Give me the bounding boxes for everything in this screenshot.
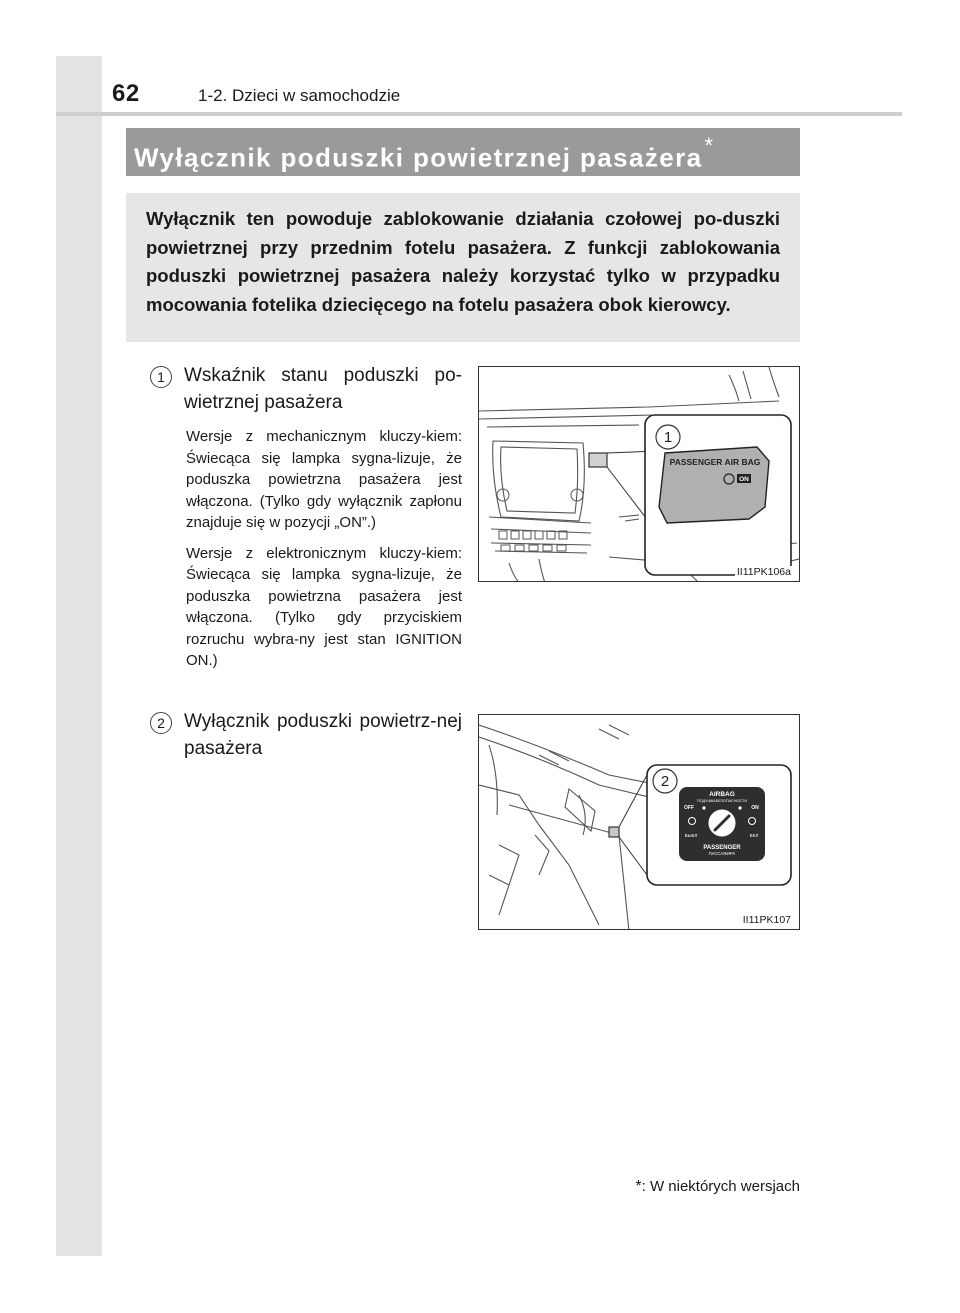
- item-number-2: 2: [150, 712, 172, 734]
- switch-off-label-ru: ВЫКЛ: [684, 833, 698, 838]
- switch-on-label-ru: ВКЛ: [749, 833, 759, 838]
- list-item-switch: [150, 708, 462, 762]
- footnote-text: : W niektórych wersjach: [641, 1178, 800, 1195]
- intro-box: [126, 193, 800, 342]
- list-item-indicator: [150, 362, 462, 672]
- on-badge-label: ON: [739, 476, 749, 483]
- page-number: 62: [112, 80, 140, 107]
- section-title-bar: [126, 128, 800, 176]
- glovebox-illustration: [479, 715, 800, 930]
- section-title-text: Wyłącznik poduszki powietrznej pasażera: [134, 142, 703, 173]
- section-title: [134, 133, 715, 174]
- asterisk-icon: *: [635, 1178, 642, 1195]
- dashboard-illustration: [479, 367, 800, 582]
- chapter-title: 1-2. Dzieci w samochodzie: [198, 86, 401, 105]
- switch-top-label: AIRBAG: [709, 791, 735, 798]
- header-rule: [56, 112, 902, 116]
- figure-code: II11PK107: [742, 914, 791, 926]
- switch-bottom-label-ru: ПАССАЖИРА: [708, 851, 736, 856]
- figure-code: II11PK106a: [736, 566, 791, 578]
- figure-2-callout: 2: [660, 773, 670, 790]
- page-side-tab: [56, 56, 102, 1256]
- switch-off-label: OFF: [684, 805, 694, 811]
- switch-top-label-ru: ПОДУШКАБЕЗОПАСНОСТИ: [696, 799, 748, 803]
- footnote: [635, 1178, 800, 1196]
- switch-bottom-label: PASSENGER: [703, 845, 741, 851]
- asterisk-icon: *: [704, 133, 715, 158]
- figure-airbag-switch: [478, 714, 800, 930]
- figure-dashboard-indicator: [478, 366, 800, 582]
- item-title: Wskaźnik stanu poduszki po-wietrznej pasażera: [184, 365, 462, 413]
- switch-on-label: ON: [751, 805, 759, 811]
- intro-text: Wyłącznik ten powoduje zablokowanie działania czołowej po-duszki powietrznej przy przednim fotelu pasażera. Z funkcji zablokowania poduszki powietrznej pasażera należy korzystać tylko w przypadku mocowania fotelika dziecięcego na fotelu pasażera obok kierowcy.: [146, 208, 780, 315]
- item-description-electronic-key: Wersje z elektronicznym kluczy-kiem: Świecąca się lampka sygna-lizuje, że poduszka powietrzna pasażera jest włączona. (Tylko gdy przyciskiem rozruchu wybra-ny jest stan IGNITION ON.): [186, 544, 462, 669]
- item-description-mechanical-key: Wersje z mechanicznym kluczy-kiem: Świecąca się lampka sygna-lizuje, że poduszka powietrzna pasażera jest włączona. (Tylko gdy wyłącznik zapłonu znajduje się w pozycji „ON”.): [186, 428, 462, 531]
- passenger-airbag-label: PASSENGER AIR BAG: [669, 457, 761, 467]
- item-number-1: 1: [150, 366, 172, 388]
- item-title: Wyłącznik poduszki powietrz-nej pasażera: [184, 711, 462, 759]
- figure-1-callout: 1: [663, 429, 673, 446]
